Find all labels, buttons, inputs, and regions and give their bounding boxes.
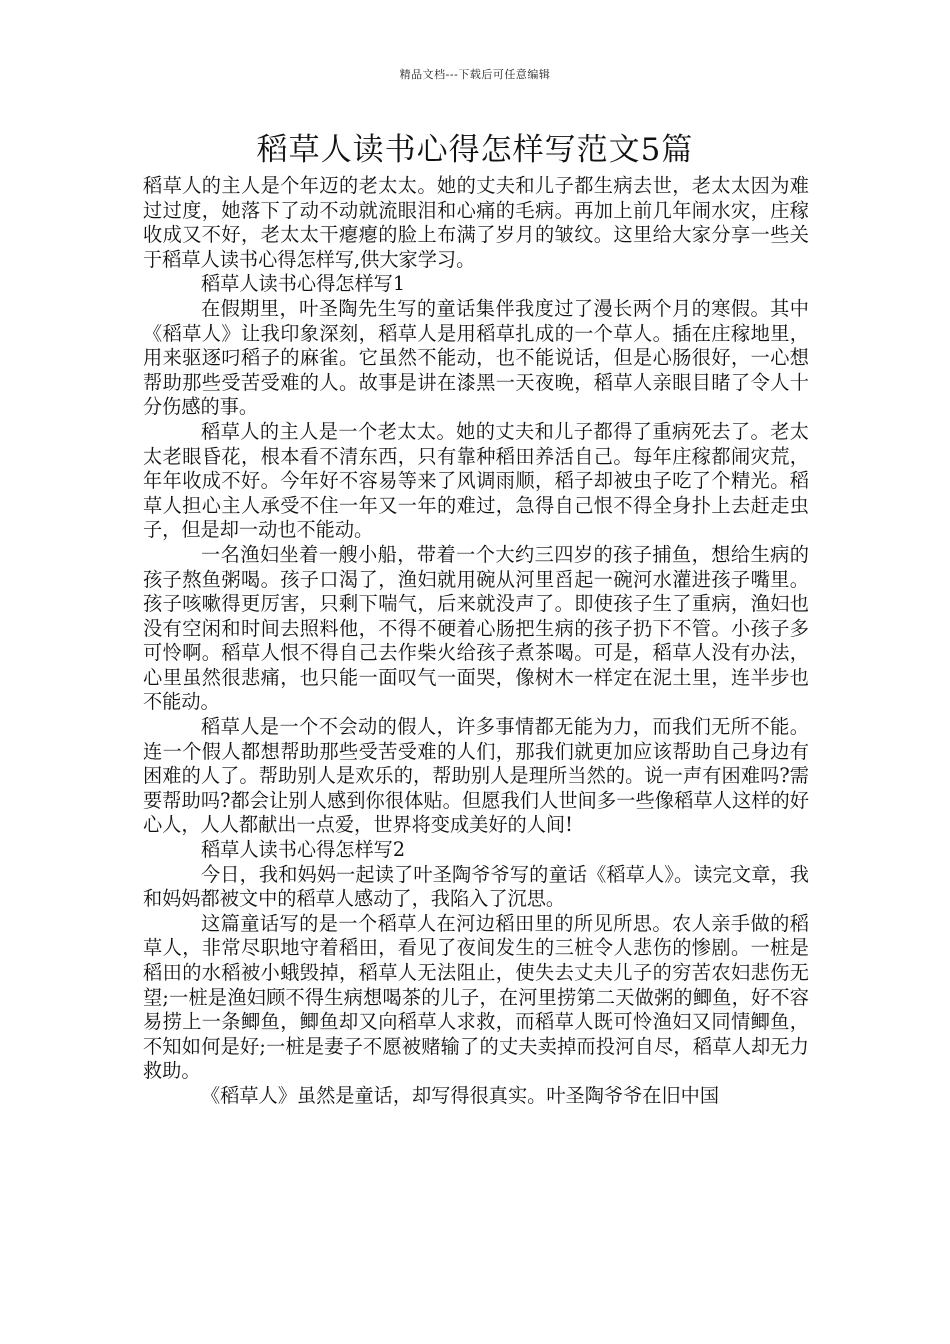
intro-paragraph: 稻草人的主人是个年迈的老太太。她的丈夫和儿子都生病去世，老太太因为难过过度，她落下了动不动就流眼泪和心痛的毛病。再加上前几年闹水灾，庄稼收成又不好，老太太干瘪瘪的脸上布满了岁月的皱纹。这里给大家分享一些关于稻草人读书心得怎样写,供大家学习。 bbox=[143, 174, 809, 271]
body-paragraph: 在假期里，叶圣陶先生写的童话集伴我度过了漫长两个月的寒假。其中《稻草人》让我印象深刻，稻草人是用稻草扎成的一个草人。插在庄稼地里，用来驱逐叼稻子的麻雀。它虽然不能动，也不能说话，但是心肠很好，一心想帮助那些受苦受难的人。故事是讲在漆黑一天夜晚，稻草人亲眼目睹了令人十分伤感的事。 bbox=[143, 296, 809, 419]
body-paragraph: 一名渔妇坐着一艘小船，带着一个大约三四岁的孩子捕鱼，想给生病的孩子熬鱼粥喝。孩子口渴了，渔妇就用碗从河里舀起一碗河水灌进孩子嘴里。孩子咳嗽得更厉害，只剩下喘气，后来就没声了。即使孩子生了重病，渔妇也没有空闲和时间去照料他，不得不硬着心肠把生病的孩子扔下不管。小孩子多可怜啊。稻草人恨不得自己去作柴火给孩子煮茶喝。可是，稻草人没有办法，心里虽然很悲痛，也只能一面叹气一面哭，像树木一样定在泥土里，连半步也不能动。 bbox=[143, 542, 809, 714]
body-paragraph: 稻草人是一个不会动的假人，许多事情都无能为力，而我们无所不能。连一个假人都想帮助那些受苦受难的人们，那我们就更加应该帮助自己身边有困难的人了。帮助别人是欢乐的，帮助别人是理所当然的。说一声有困难吗?需要帮助吗?都会让别人感到你很体贴。但愿我们人世间多一些像稻草人这样的好心人，人人都献出一点爱，世界将变成美好的人间! bbox=[143, 715, 809, 837]
body-paragraph: 《稻草人》虽然是童话，却写得很真实。叶圣陶爷爷在旧中国 bbox=[201, 1083, 720, 1107]
header-note: 精品文档---下载后可任意编辑 bbox=[399, 68, 551, 81]
section-heading-1: 稻草人读书心得怎样写1 bbox=[201, 272, 406, 296]
body-paragraph: 今日，我和妈妈一起读了叶圣陶爷爷写的童话《稻草人》。读完文章，我和妈妈都被文中的稻草人感动了，我陷入了沉思。 bbox=[143, 862, 809, 911]
body-paragraph: 稻草人的主人是一个老太太。她的丈夫和儿子都得了重病死去了。老太太老眼昏花，根本看不清东西，只有靠种稻田养活自己。每年庄稼都闹灾荒，年年收成不好。今年好不容易等来了风调雨顺，稻子却被虫子吃了个精光。稻草人担心主人承受不住一年又一年的难过，急得自己恨不得全身扑上去赶走虫子，但是却一动也不能动。 bbox=[143, 419, 809, 542]
section-heading-2: 稻草人读书心得怎样写2 bbox=[201, 838, 406, 862]
document-body bbox=[143, 174, 809, 1109]
document-title: 稻草人读书心得怎样写范文5篇 bbox=[256, 132, 694, 168]
body-paragraph: 这篇童话写的是一个稻草人在河边稻田里的所见所思。农人亲手做的稻草人，非常尽职地守着稻田，看见了夜间发生的三桩令人悲伤的惨剧。一桩是稻田的水稻被小蛾毁掉，稻草人无法阻止，使失去丈夫儿子的穷苦农妇悲伤无望;一桩是渔妇顾不得生病想喝茶的儿子，在河里捞第二天做粥的鲫鱼，好不容易捞上一条鲫鱼，鲫鱼却又向稻草人求救，而稻草人既可怜渔妇又同情鲫鱼，不知如何是好;一桩是妻子不愿被赌输了的丈夫卖掉而投河自尽，稻草人却无力救助。 bbox=[143, 911, 809, 1083]
